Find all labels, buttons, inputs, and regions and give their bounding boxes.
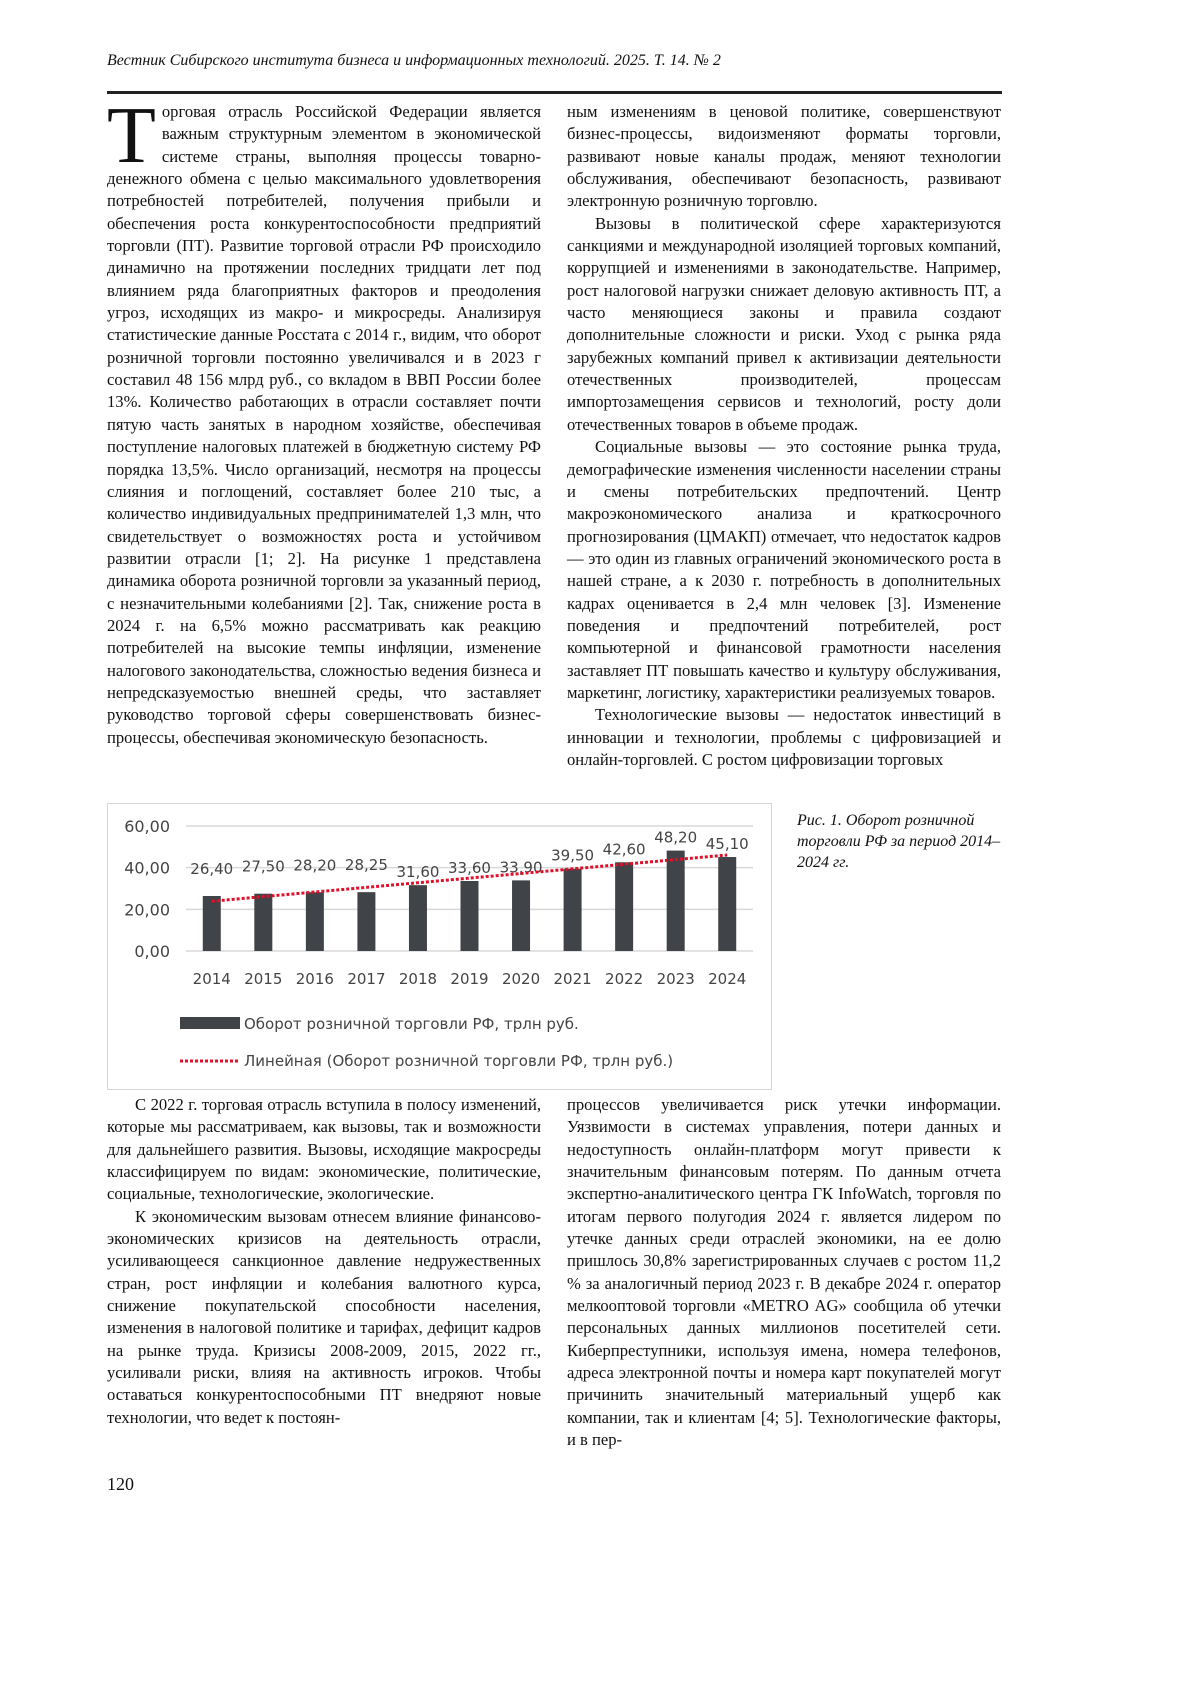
y-tick-label: 20,00 [124, 900, 170, 919]
x-tick-label: 2015 [244, 970, 282, 988]
x-tick-label: 2018 [399, 970, 437, 988]
header-rule [107, 91, 1002, 94]
data-label: 45,10 [706, 835, 749, 853]
x-tick-label: 2023 [657, 970, 695, 988]
x-tick-label: 2017 [347, 970, 385, 988]
column-2 [567, 101, 1001, 771]
data-label: 39,50 [551, 847, 594, 865]
data-label: 28,25 [345, 856, 388, 874]
y-tick-label: 40,00 [124, 859, 170, 878]
x-tick-label: 2016 [296, 970, 334, 988]
bar [409, 885, 427, 951]
bar [254, 894, 272, 951]
data-label: 31,60 [396, 863, 439, 881]
bar [615, 862, 633, 951]
bar [564, 869, 582, 951]
paragraph: Технологические вызовы — недостаток инвестиций в инновации и технологии, проблемы с цифровизацией и онлайн-торговлей. С ростом цифровизации торговых [567, 704, 1001, 771]
page-number: 120 [107, 1474, 134, 1495]
paragraph: С 2022 г. торговая отрасль вступила в полосу изменений, которые мы рассматриваем, как вызовы, так и возможности для дальнейшего развития. Вызовы, исходящие макросреды классифицируем по видам: экономические, политические, социальные, технологические, экологические. [107, 1094, 541, 1206]
paragraph: ным изменениям в ценовой политике, совершенствуют бизнес-процессы, видоизменяют форматы торговли, развивают новые каналы продаж, меняют технологии обслуживания, обеспечивают безопасность, развивают электронную розничную торговлю. [567, 101, 1001, 213]
data-label: 48,20 [654, 829, 697, 847]
x-tick-label: 2024 [708, 970, 746, 988]
x-tick-label: 2021 [553, 970, 591, 988]
column-1 [107, 101, 541, 796]
column-4 [567, 1094, 1001, 1452]
legend-swatch-bars [180, 1017, 240, 1029]
legend-label-trend: Линейная (Оборот розничной торговли РФ, трлн руб.) [244, 1052, 673, 1070]
bar [306, 892, 324, 951]
legend-label-bars: Оборот розничной торговли РФ, трлн руб. [244, 1015, 579, 1033]
bar [512, 880, 530, 951]
y-tick-label: 0,00 [134, 942, 170, 961]
bar [203, 896, 221, 951]
column-3 [107, 1094, 541, 1429]
figure-chart [107, 803, 772, 1090]
data-label: 26,40 [190, 860, 233, 878]
data-label: 28,20 [293, 856, 336, 874]
bar [718, 857, 736, 951]
data-label: 33,90 [500, 858, 543, 876]
x-tick-label: 2014 [193, 970, 231, 988]
figure-caption: Рис. 1. Оборот розничной торговли РФ за период 2014–2024 гг. [797, 810, 1002, 873]
data-label: 27,50 [242, 858, 285, 876]
data-label: 33,60 [448, 859, 491, 877]
bar-chart [108, 804, 771, 1089]
paragraph: К экономическим вызовам отнесем влияние финансово-экономических кризисов на деятельность отрасли, усиливающееся санкционное давление недружественных стран, рост инфляции и колебания валютного курса, снижение покупательской способности населения, изменения в налоговой политике и тарифах, дефицит кадров на рынке труда. Кризисы 2008-2009, 2015, 2022 гг., усиливали риски, влияя на активность игроков. Чтобы оставаться конкурентоспособными ПТ внедряют новые технологии, что ведет к постоян- [107, 1206, 541, 1429]
x-tick-label: 2020 [502, 970, 540, 988]
y-tick-label: 60,00 [124, 817, 170, 836]
x-tick-label: 2022 [605, 970, 643, 988]
paragraph: Социальные вызовы — это состояние рынка труда, демографические изменения численности населении страны и смены потребительских предпочтений. Центр макроэкономического анализа и краткосрочного прогнозирования (ЦМАКП) отмечает, что недостаток кадров — это один из главных ограничений экономического роста в нашей стране, а к 2030 г. потребность в дополнительных кадрах оценивается в 2,4 млн человек [3]. Изменение поведения и предпочтений потребителей, рост компьютерной и финансовой грамотности населения заставляет ПТ повышать качество и культуру обслуживания, маркетинг, логистику, характеристики реализуемых товаров. [567, 436, 1001, 704]
bar [667, 851, 685, 951]
x-tick-label: 2019 [450, 970, 488, 988]
paragraph: процессов увеличивается риск утечки информации. Уязвимости в системах управления, потери данных и недоступность онлайн-платформ могут привести к значительным финансовым потерям. По данным отчета экспертно-аналитического центра ГК InfoWatch, торговля по итогам первого полугодия 2024 г. является лидером по утечке данных среди отраслей экономики, на ее долю пришлось 30,8% зарегистрированных случаев с ростом 11,2 % за аналогичный период 2023 г. В декабре 2024 г. оператор мелкооптовой торговли «METRO AG» сообщила об утечки персональных данных миллионов посетителей сети. Киберпреступники, используя имена, номера телефонов, адреса электронной почты и номера карт покупателей могут причинить значительный материальный ущерб как компании, так и клиентам [4; 5]. Технологические факторы, и в пер- [567, 1094, 1001, 1452]
data-label: 42,60 [603, 840, 646, 858]
paragraph: Вызовы в политической сфере характеризуются санкциями и международной изоляцией торговых компаний, коррупцией и изменениями в законодательстве. Например, рост налоговой нагрузки снижает деловую активность ПТ, а часто меняющиеся законы и правила создают дополнительные сложности и риски. Уход с рынка ряда зарубежных компаний привел к активизации деятельности отечественных производителей, процессам импортозамещения сервисов и технологий, росту доли отечественных товаров в объеме продаж. [567, 213, 1001, 436]
paragraph [107, 101, 541, 749]
journal-header: Вестник Сибирского института бизнеса и информационных технологий. 2025. Т. 14. № 2 [107, 52, 721, 70]
drop-cap: Т [107, 105, 156, 167]
bar [357, 892, 375, 951]
paragraph-text: орговая отрасль Российской Федерации является важным структурным элементом в экономической системе страны, выполняя процессы товарно-денежного обмена с целью максимального удовлетворения потребностей потребителей, получения прибыли и обеспечения роста конкурентоспособности предприятий торговли (ПТ). Развитие торговой отрасли РФ происходило динамично на протяжении последних тридцати лет под влиянием ряда благоприятных факторов и преодоления угроз, исходящих из макро- и микросреды. Анализируя статистические данные Росстата с 2014 г., видим, что оборот розничной торговли постоянно увеличивался и в 2023 г составил 48 156 млрд руб., со вкладом в ВВП России более 13%. Количество работающих в отрасли составляет почти пятую часть занятых в народном хозяйстве, обеспечивая поступление налоговых платежей в бюджетную систему РФ порядка 13,5%. Число организаций, несмотря на процессы слияния и поглощений, составляет более 210 тыс, а количество индивидуальных предпринимателей 1,3 млн, что свидетельствует о возможностях роста и устойчивом развитии отрасли [1; 2]. На рисунке 1 представлена динамика оборота розничной торговли за указанный период, с незначительными колебаниями [2]. Так, снижение роста в 2024 г. на 6,5% можно рассматривать как реакцию потребителей на высокие темпы инфляции, изменение налогового законодательства, сложностью ведения бизнеса и непредсказуемостью внешней среды, что заставляет руководство торговой сферы совершенствовать бизнес-процессы, обеспечивая экономическую безопасность. [107, 102, 541, 747]
bar [461, 881, 479, 951]
